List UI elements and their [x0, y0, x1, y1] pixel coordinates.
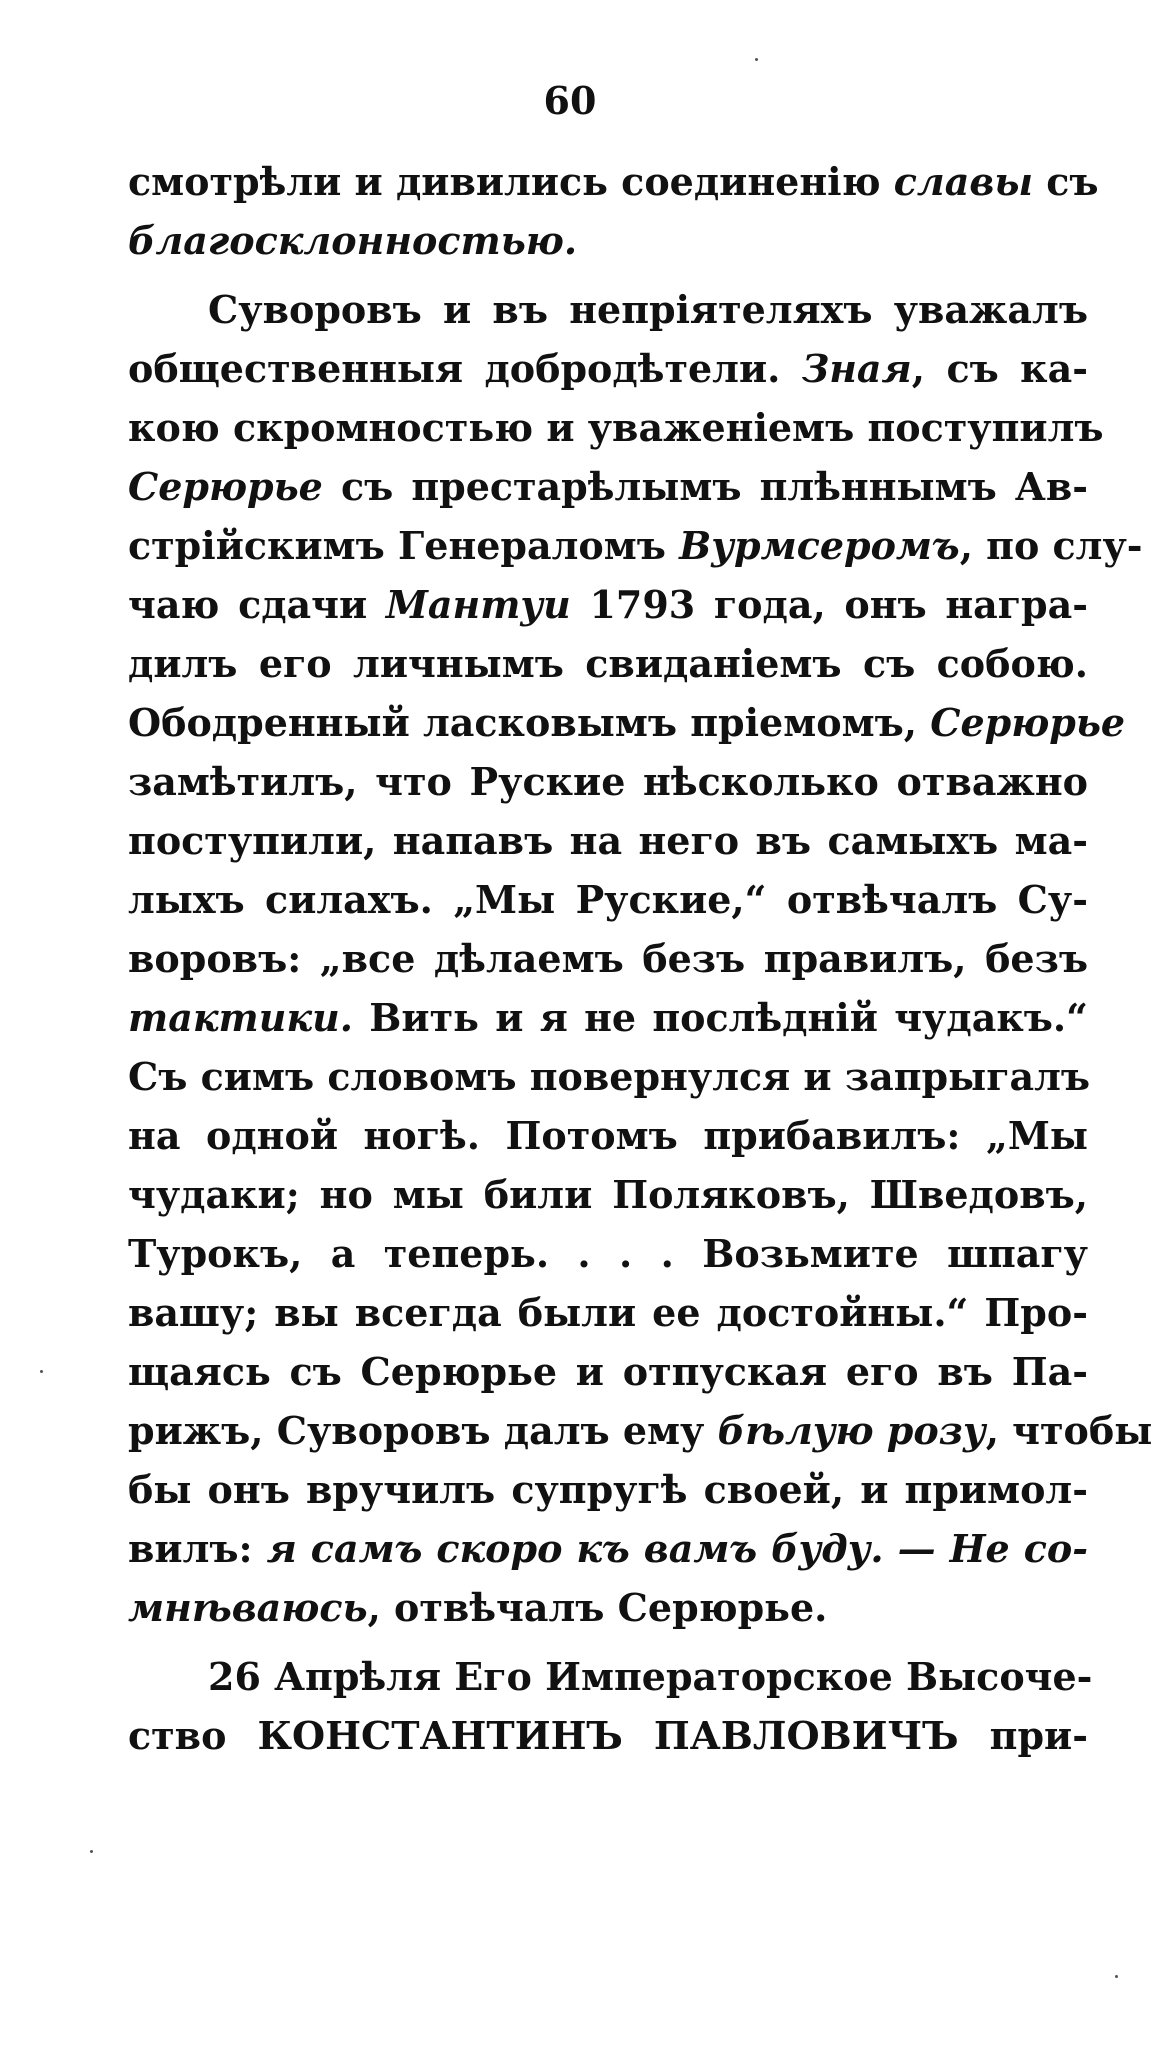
text-line — [128, 1224, 1088, 1283]
text-line — [128, 752, 1088, 811]
text-line — [128, 1342, 1088, 1401]
italic-text: Мантуи — [385, 582, 571, 627]
text-line — [128, 1647, 1093, 1706]
text-line — [128, 1460, 1088, 1519]
text-segment: поступили, напавъ на него въ самыхъ ма- — [128, 818, 1088, 863]
text-segment: Вить и я не послѣдній чудакъ.“ — [352, 995, 1088, 1040]
text-segment: воровъ: „все дѣлаемъ безъ правилъ, безъ — [128, 936, 1088, 981]
text-line — [128, 1401, 1152, 1460]
text-line — [128, 811, 1088, 870]
text-line — [128, 575, 1088, 634]
text-segment: чудаки; но мы били Поляковъ, Шведовъ, — [128, 1172, 1088, 1217]
italic-text: благосклонностью. — [128, 218, 578, 263]
text-segment: Турокъ, а теперь. . . . Возьмите шпагу — [128, 1231, 1088, 1276]
text-segment: , по слу- — [959, 523, 1143, 568]
text-segment: стрійскимъ Генераломъ — [128, 523, 680, 568]
text-segment: дилъ его личнымъ свиданіемъ съ собою. — [128, 641, 1088, 686]
text-line — [128, 398, 1104, 457]
text-line — [128, 929, 1088, 988]
text-segment: лыхъ силахъ. „Мы Руские,“ отвѣчалъ Су- — [128, 877, 1088, 922]
page-number: 60 — [543, 78, 597, 123]
italic-text: Вурмсеромъ — [679, 523, 960, 568]
text-line — [128, 1047, 1091, 1106]
text-segment: Суворовъ и въ непріятеляхъ уважалъ — [208, 287, 1088, 332]
body-text — [128, 152, 1152, 1765]
text-segment: чаю сдачи — [128, 582, 386, 627]
text-line — [128, 1165, 1088, 1224]
italic-text: тактики. — [128, 995, 353, 1040]
scan-speck — [40, 1370, 43, 1373]
italic-text: славы — [893, 159, 1033, 204]
text-segment: общественныя добродѣтели. — [128, 346, 802, 391]
text-line — [128, 988, 1088, 1047]
text-segment: вилъ: — [128, 1526, 267, 1571]
text-segment: Съ симъ словомъ повернулся и запрыгалъ — [128, 1054, 1091, 1099]
text-line — [128, 457, 1088, 516]
text-segment: ство КОНСТАНТИНЪ ПАВЛОВИЧЪ при- — [128, 1713, 1088, 1758]
italic-text: Зная — [801, 346, 912, 391]
text-line — [128, 1283, 1088, 1342]
text-line — [128, 693, 1126, 752]
italic-text: Серюрье — [930, 700, 1126, 745]
text-line — [128, 634, 1088, 693]
text-segment: съ престарѣлымъ плѣннымъ Ав- — [322, 464, 1088, 509]
text-segment: замѣтилъ, что Руские нѣсколько отважно — [128, 759, 1088, 804]
text-line — [128, 152, 1099, 211]
text-segment: рижъ, Суворовъ далъ ему — [128, 1408, 718, 1453]
italic-text: я самъ скоро къ вамъ буду. — Не со- — [266, 1526, 1088, 1571]
text-line — [128, 870, 1088, 929]
text-segment: на одной ногѣ. Потомъ прибавилъ: „Мы — [128, 1113, 1088, 1158]
text-segment: щаясь съ Серюрье и отпуская его въ Па- — [128, 1349, 1088, 1394]
text-segment: 26 Апрѣля Его Императорское Высоче- — [208, 1654, 1093, 1699]
text-segment: бы онъ вручилъ супругѣ своей, и примол- — [128, 1467, 1088, 1512]
text-segment: смотрѣли и дивились соединенію — [128, 159, 894, 204]
scan-speck — [755, 58, 758, 61]
text-line — [128, 280, 1088, 339]
italic-text: бѣлую розу — [717, 1408, 986, 1453]
text-line — [128, 1578, 1088, 1637]
italic-text: мнѣваюсь — [128, 1585, 368, 1630]
text-segment: съ — [1033, 159, 1099, 204]
text-segment: кою скромностью и уваженіемъ поступилъ — [128, 405, 1104, 450]
text-segment: , чтобы — [985, 1408, 1152, 1453]
text-segment: вашу; вы всегда были ее достойны.“ Про- — [128, 1290, 1088, 1335]
scan-speck — [1115, 1975, 1118, 1978]
scan-speck — [90, 1850, 93, 1853]
text-line — [128, 339, 1088, 398]
text-segment: 1793 года, онъ награ- — [570, 582, 1089, 627]
text-line — [128, 1106, 1088, 1165]
text-segment: , отвѣчалъ Серюрье. — [367, 1585, 828, 1630]
text-segment: Ободренный ласковымъ пріемомъ, — [128, 700, 931, 745]
text-line — [128, 516, 1143, 575]
text-line — [128, 211, 1088, 270]
text-line — [128, 1519, 1088, 1578]
text-line — [128, 1706, 1088, 1765]
italic-text: Серюрье — [128, 464, 323, 509]
text-segment: , съ ка- — [911, 346, 1088, 391]
